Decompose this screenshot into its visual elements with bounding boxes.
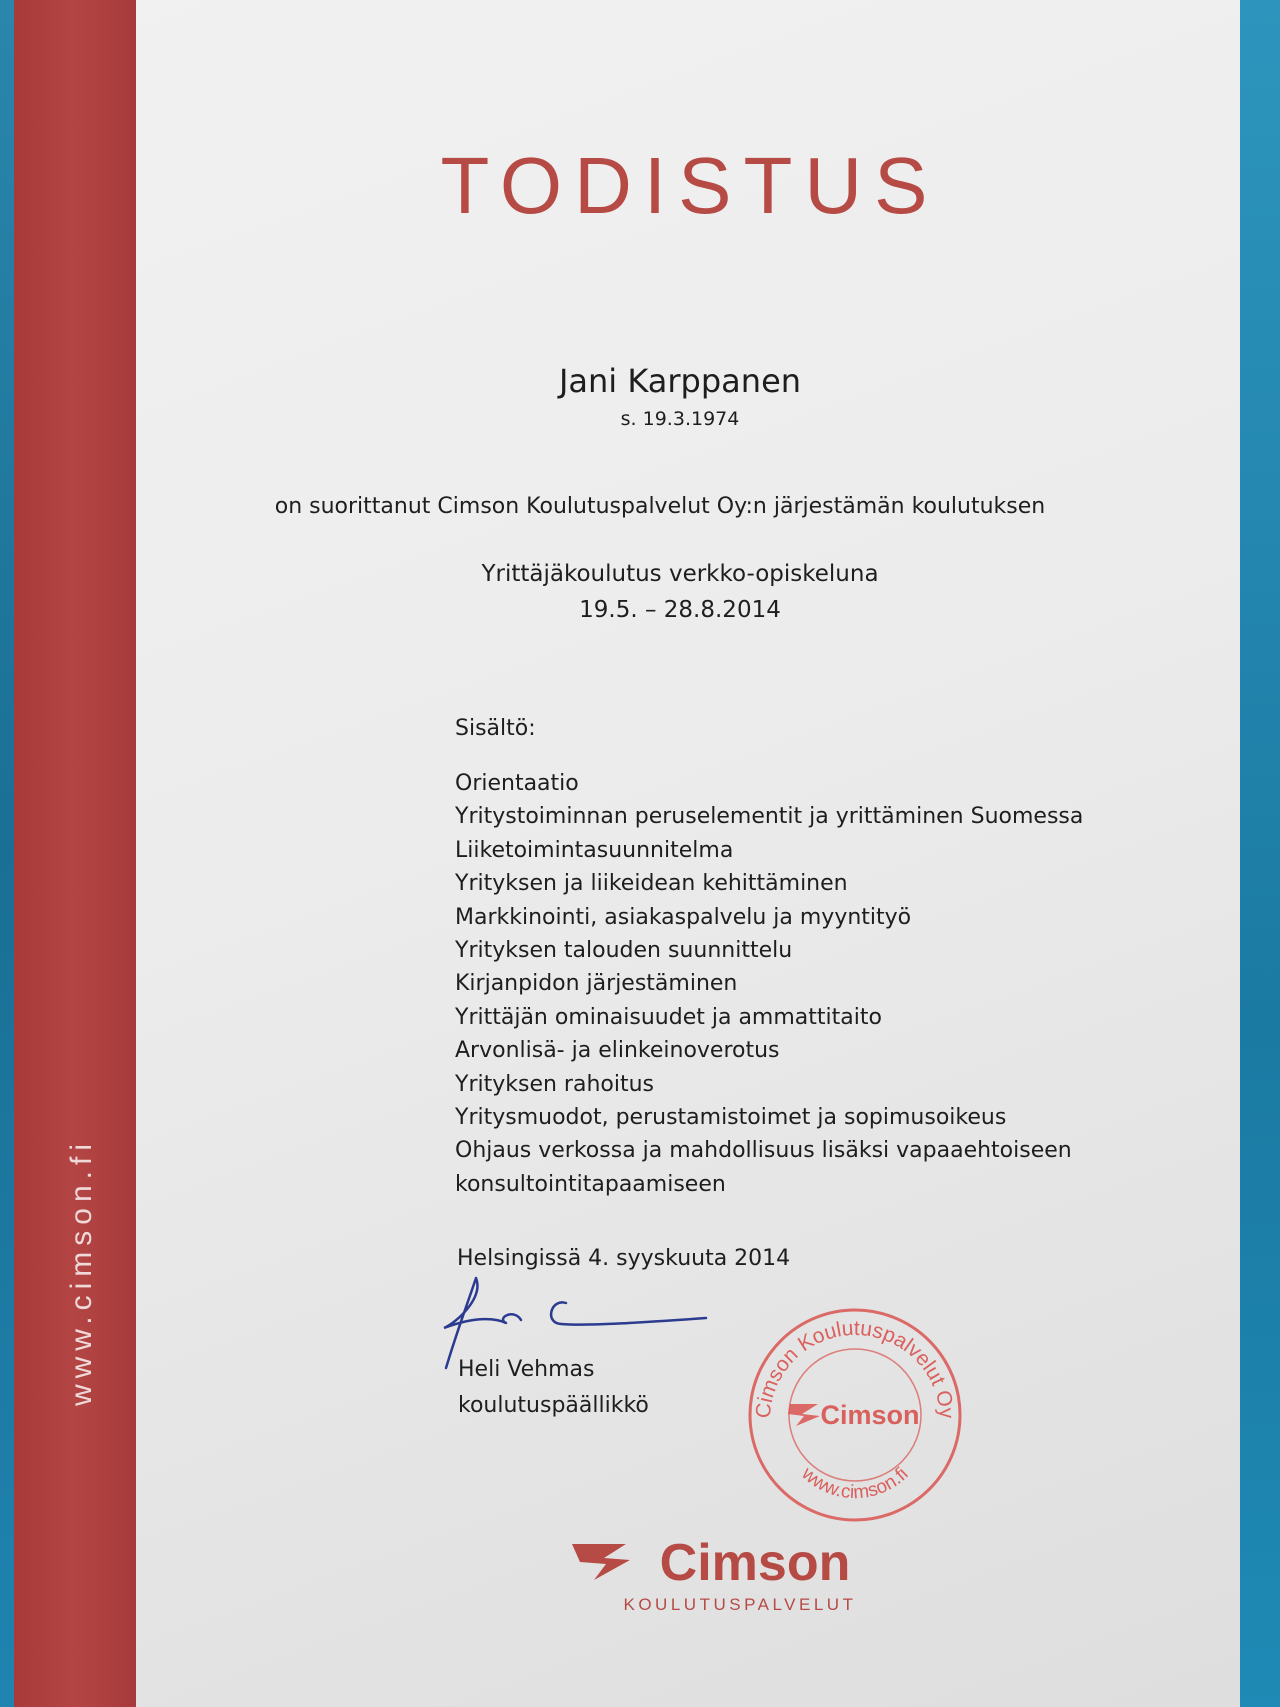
list-item: Liiketoimintasuunnitelma <box>455 837 734 863</box>
company-stamp <box>740 1300 970 1530</box>
list-item: Yrityksen talouden suunnittelu <box>455 938 793 964</box>
logo-name: Cimson <box>659 1534 851 1592</box>
signer-name: Heli Vehmas <box>458 1357 595 1382</box>
cimson-logo <box>570 1530 870 1620</box>
logo-subtitle: KOULUTUSPALVELUT <box>623 1595 857 1614</box>
contents-heading: Sisältö: <box>455 716 536 741</box>
list-item: Yrityksen ja liikeidean kehittäminen <box>455 871 848 897</box>
list-item: Yrittäjän ominaisuudet ja ammattitaito <box>455 1004 882 1030</box>
list-item: Kirjanpidon järjestäminen <box>455 971 738 997</box>
stamp-ring-text: Cimson Koulutuspalvelut Oy <box>751 1316 959 1420</box>
svg-text:www.cimson.fi <box>797 1463 913 1504</box>
side-stripe-url: www.cimson.fi <box>65 1137 98 1407</box>
list-item: Yritysmuodot, perustamistoimet ja sopimusoikeus <box>455 1105 1007 1131</box>
signer-block <box>458 1352 649 1424</box>
birth-date: s. 19.3.1974 <box>620 408 740 430</box>
contents-list <box>455 767 1083 1201</box>
place-and-date: Helsingissä 4. syyskuuta 2014 <box>457 1246 791 1271</box>
stamp-url: www.cimson.fi <box>797 1463 913 1504</box>
list-item: konsultointitapaamiseen <box>455 1171 726 1197</box>
contents-section <box>455 716 1083 1201</box>
course-period: 19.5. – 28.8.2014 <box>579 597 781 623</box>
list-item: Arvonlisä- ja elinkeinoverotus <box>455 1038 780 1064</box>
list-item: Orientaatio <box>455 771 579 796</box>
list-item: Markkinointi, asiakaspalvelu ja myyntityö <box>455 904 912 930</box>
stamp-center-text: Cimson <box>820 1400 920 1430</box>
completion-statement: on suorittanut Cimson Koulutuspalvelut Oy:n järjestämän koulutuksen <box>274 494 1046 519</box>
list-item: Yritystoiminnan peruselementit ja yrittäminen Suomessa <box>455 804 1084 830</box>
signer-title: koulutuspäällikkö <box>458 1393 649 1418</box>
list-item: Ohjaus verkossa ja mahdollisuus lisäksi vapaaehtoiseen <box>455 1138 1072 1164</box>
certificate-title: TODISTUS <box>440 141 940 230</box>
recipient-name: Jani Karppanen <box>558 362 802 400</box>
course-name: Yrittäjäkoulutus verkko-opiskeluna <box>481 561 879 587</box>
list-item: Yrityksen rahoitus <box>455 1071 654 1097</box>
